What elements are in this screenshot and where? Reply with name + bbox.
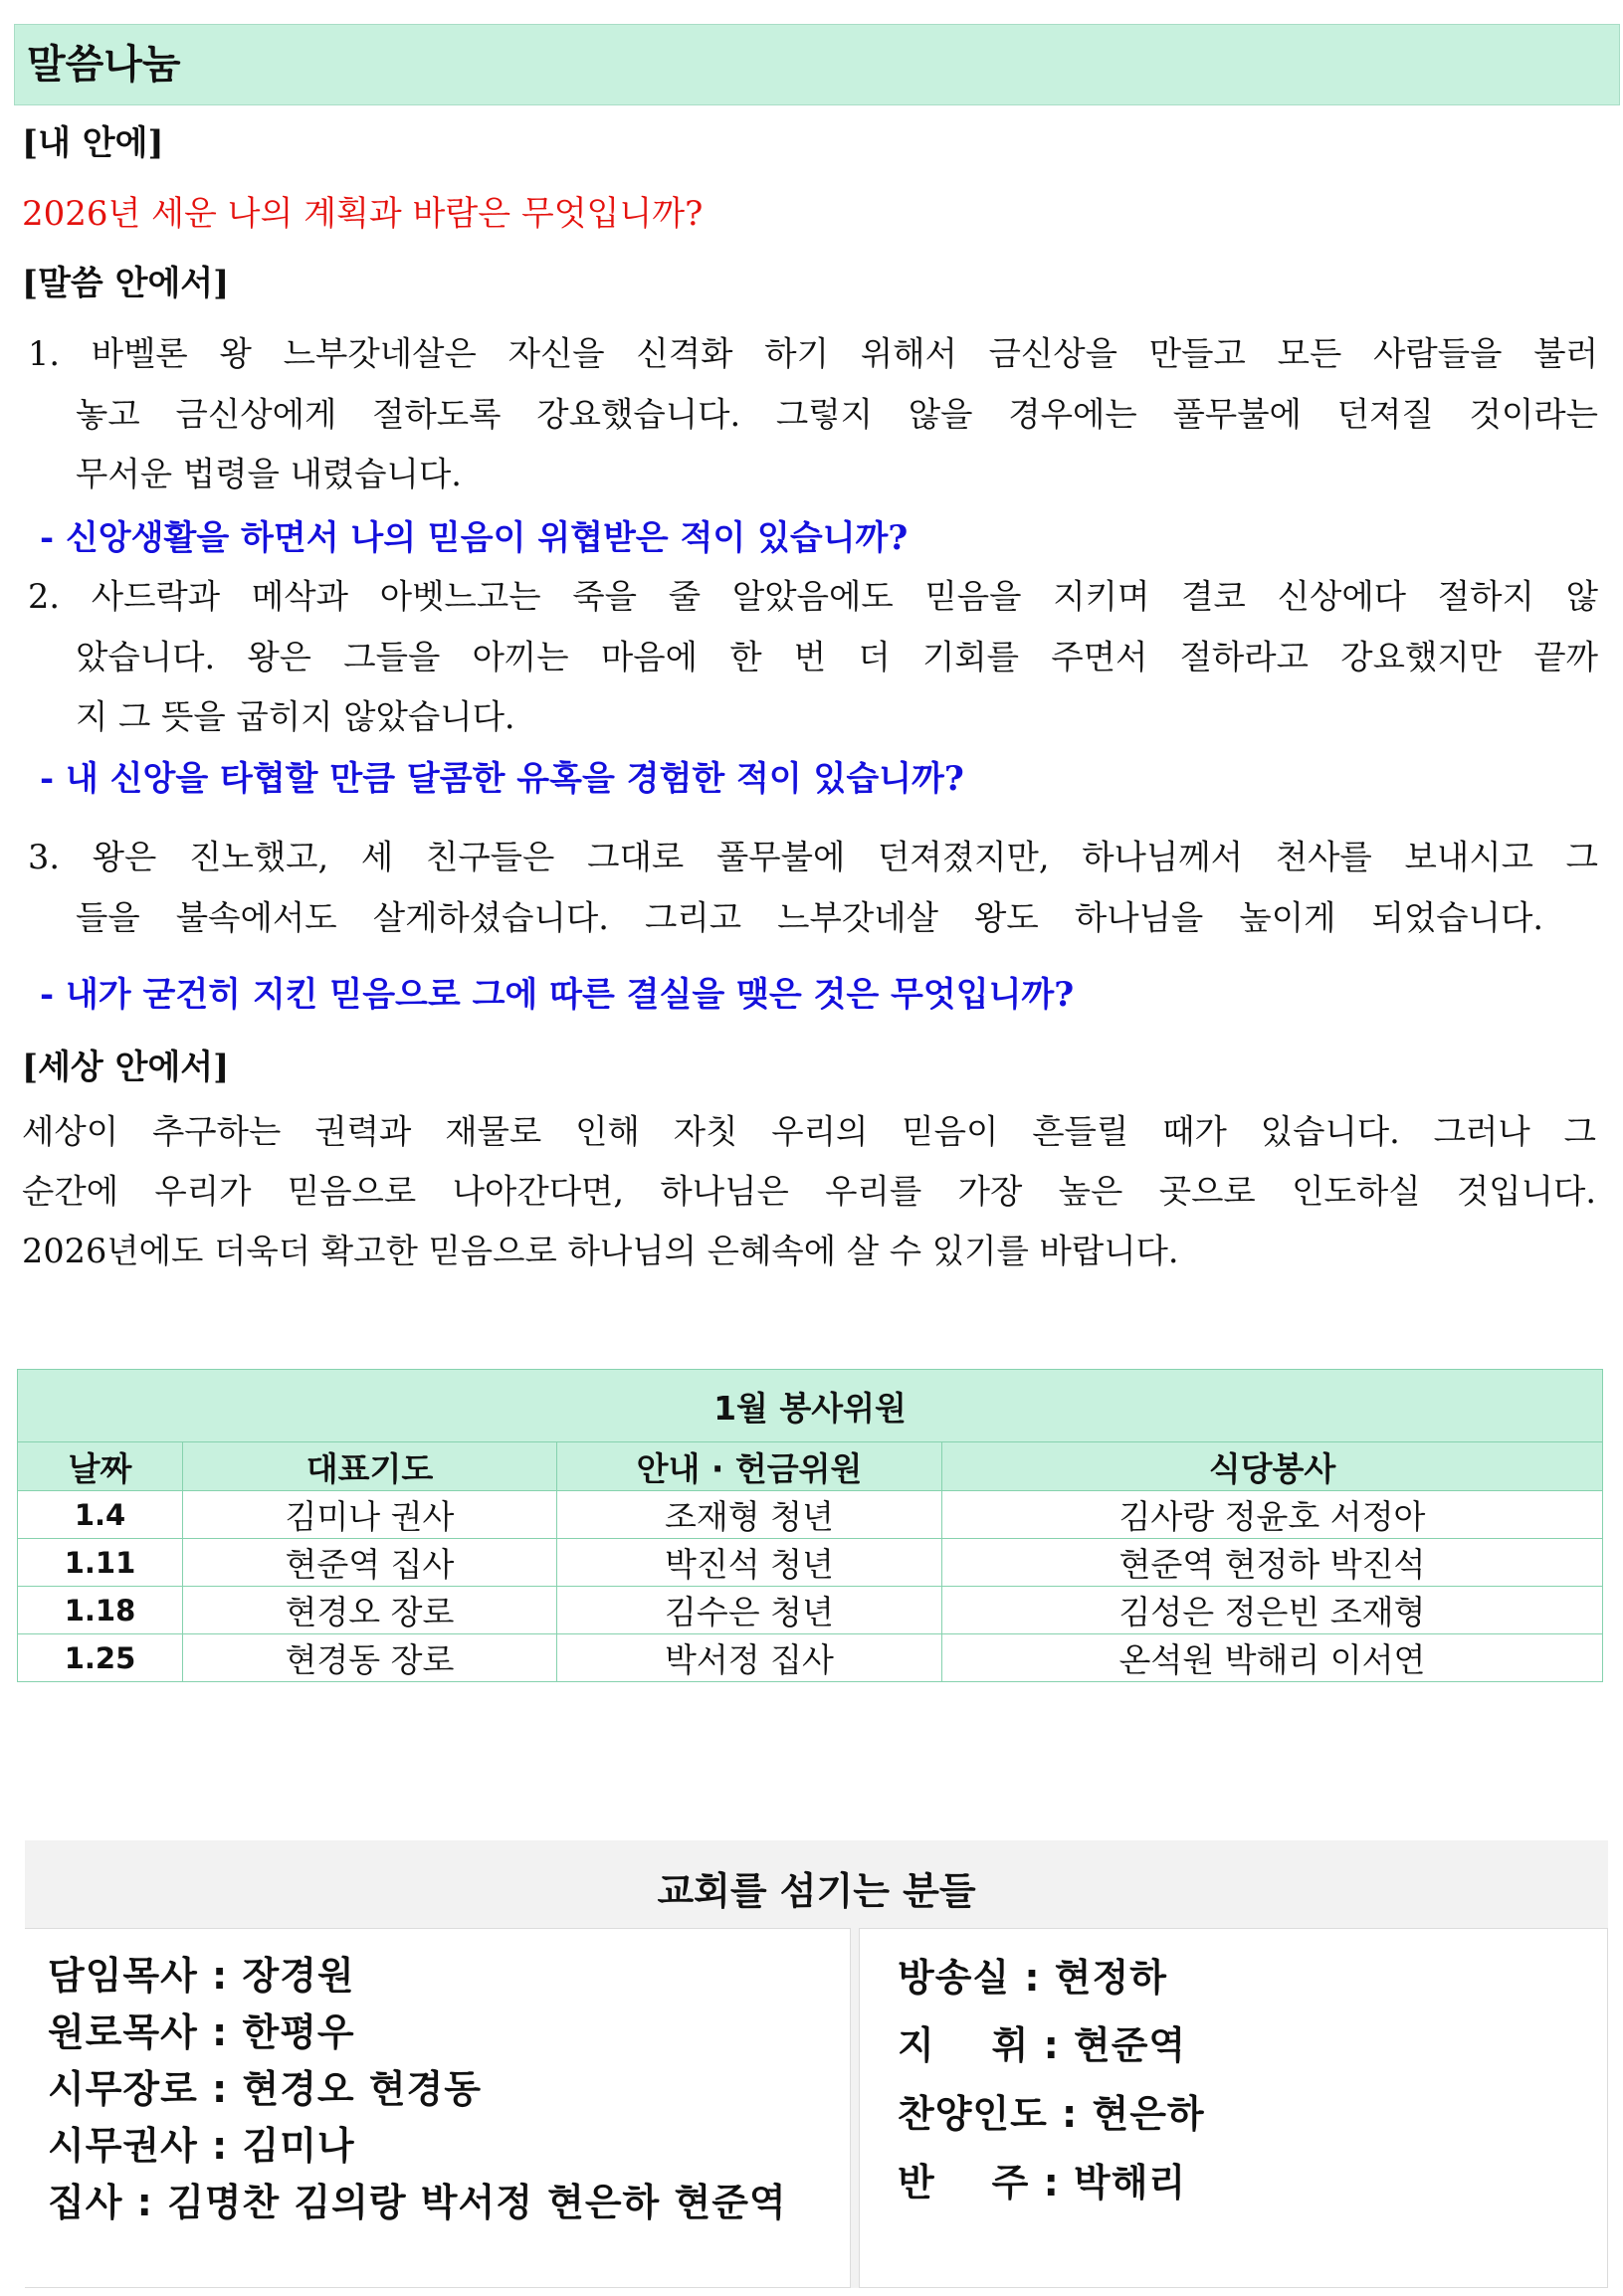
column-header-date: 날짜 [18,1442,183,1491]
minister-emeritus-pastor: 원로목사 : 한평우 [48,2010,355,2054]
minister-worship-leader: 찬양인도 : 현은하 [898,2092,1205,2136]
column-header-cafeteria: 식당봉사 [942,1442,1603,1491]
minister-kwonsa: 시무권사 : 김미나 [48,2124,355,2168]
world-paragraph-line-3: 2026년에도 더욱더 확고한 믿음으로 하나님의 은혜속에 살 수 있기를 바랍니다. [22,1232,1179,1270]
cell-prayer: 김미나 권사 [183,1491,557,1539]
table-row [18,1491,1603,1539]
cell-date: 1.25 [18,1634,183,1682]
ministers-left-panel [25,1928,851,2288]
cell-prayer: 현경동 장로 [183,1634,557,1682]
minister-senior-pastor: 담임목사 : 장경원 [48,1954,355,1998]
world-paragraph-line-2: 순간에 우리가 믿음으로 나아간다면, 하나님은 우리를 가장 높은 곳으로 인도하실 것입니다. [22,1172,1596,1211]
world-paragraph-line-1: 세상이 추구하는 권력과 재물로 인해 자칫 우리의 믿음이 흔들릴 때가 있습니다. 그러나 그 [22,1112,1596,1151]
table-row [18,1587,1603,1634]
service-table [17,1369,1603,1682]
minister-deacons: 집사 : 김명찬 김의랑 박서정 현은하 현준역 [48,2181,787,2224]
section-heading-within-me: [내 안에] [22,123,164,163]
section-heading-in-word: [말씀 안에서] [22,264,230,303]
cell-date: 1.4 [18,1491,183,1539]
question-within-me: 2026년 세운 나의 계획과 바람은 무엇입니까? [22,194,704,234]
paragraph-3-line-1: 3. 왕은 진노했고, 세 친구들은 그대로 풀무불에 던져졌지만, 하나님께서 천사를 보내시고 그 [28,838,1598,876]
minister-accompanist: 반 주 : 박해리 [898,2161,1187,2204]
question-1: - 신앙생활을 하면서 나의 믿음이 위협받은 적이 있습니까? [40,518,909,558]
cell-cafeteria: 김성은 정은빈 조재형 [942,1587,1603,1634]
minister-conductor: 지 휘 : 현준역 [898,2023,1187,2067]
cell-usher: 김수은 청년 [557,1587,942,1634]
column-header-prayer: 대표기도 [183,1442,557,1491]
column-header-usher: 안내 · 헌금위원 [557,1442,942,1491]
cell-cafeteria: 김사랑 정윤호 서정아 [942,1491,1603,1539]
cell-date: 1.18 [18,1587,183,1634]
question-3: - 내가 굳건히 지킨 믿음으로 그에 따른 결실을 맺은 것은 무엇입니까? [40,975,1075,1015]
service-table-caption: 1월 봉사위원 [18,1370,1603,1442]
cell-usher: 조재형 청년 [557,1491,942,1539]
table-row [18,1634,1603,1682]
cell-prayer: 현경오 장로 [183,1587,557,1634]
ministers-box [25,1840,1608,2288]
cell-cafeteria: 온석원 박해리 이서연 [942,1634,1603,1682]
paragraph-2-line-3: 지 그 뜻을 굽히지 않았습니다. [76,697,515,736]
paragraph-2-line-1: 2. 사드락과 메삭과 아벳느고는 죽을 줄 알았음에도 믿음을 지키며 결코 신상에다 절하지 않 [28,577,1598,616]
cell-usher: 박서정 집사 [557,1634,942,1682]
ministers-right-panel [859,1928,1608,2288]
table-row [18,1539,1603,1587]
minister-broadcast: 방송실 : 현정하 [898,1956,1167,2000]
section-heading-in-world: [세상 안에서] [22,1048,230,1087]
paragraph-1-line-2: 놓고 금신상에게 절하도록 강요했습니다. 그렇지 않을 경우에는 풀무불에 던져질 것이라는 [76,395,1598,434]
cell-prayer: 현준역 집사 [183,1539,557,1587]
minister-elders: 시무장로 : 현경오 현경동 [48,2067,482,2111]
page-title: 말씀나눔 [14,24,1620,105]
cell-usher: 박진석 청년 [557,1539,942,1587]
paragraph-2-line-2: 았습니다. 왕은 그들을 아끼는 마음에 한 번 더 기회를 주면서 절하라고 강요했지만 끝까 [76,638,1598,676]
cell-cafeteria: 현준역 현정하 박진석 [942,1539,1603,1587]
paragraph-1-line-3: 무서운 법령을 내렸습니다. [76,455,462,493]
paragraph-3-line-2: 들을 불속에서도 살게하셨습니다. 그리고 느부갓네살 왕도 하나님을 높이게 되었습니다. [76,898,1543,937]
cell-date: 1.11 [18,1539,183,1587]
question-2: - 내 신앙을 타협할 만큼 달콤한 유혹을 경험한 적이 있습니까? [40,759,964,799]
ministers-title: 교회를 섬기는 분들 [657,1869,976,1913]
paragraph-1-line-1: 1. 바벨론 왕 느부갓네살은 자신을 신격화 하기 위해서 금신상을 만들고 모든 사람들을 불러 [28,334,1598,373]
